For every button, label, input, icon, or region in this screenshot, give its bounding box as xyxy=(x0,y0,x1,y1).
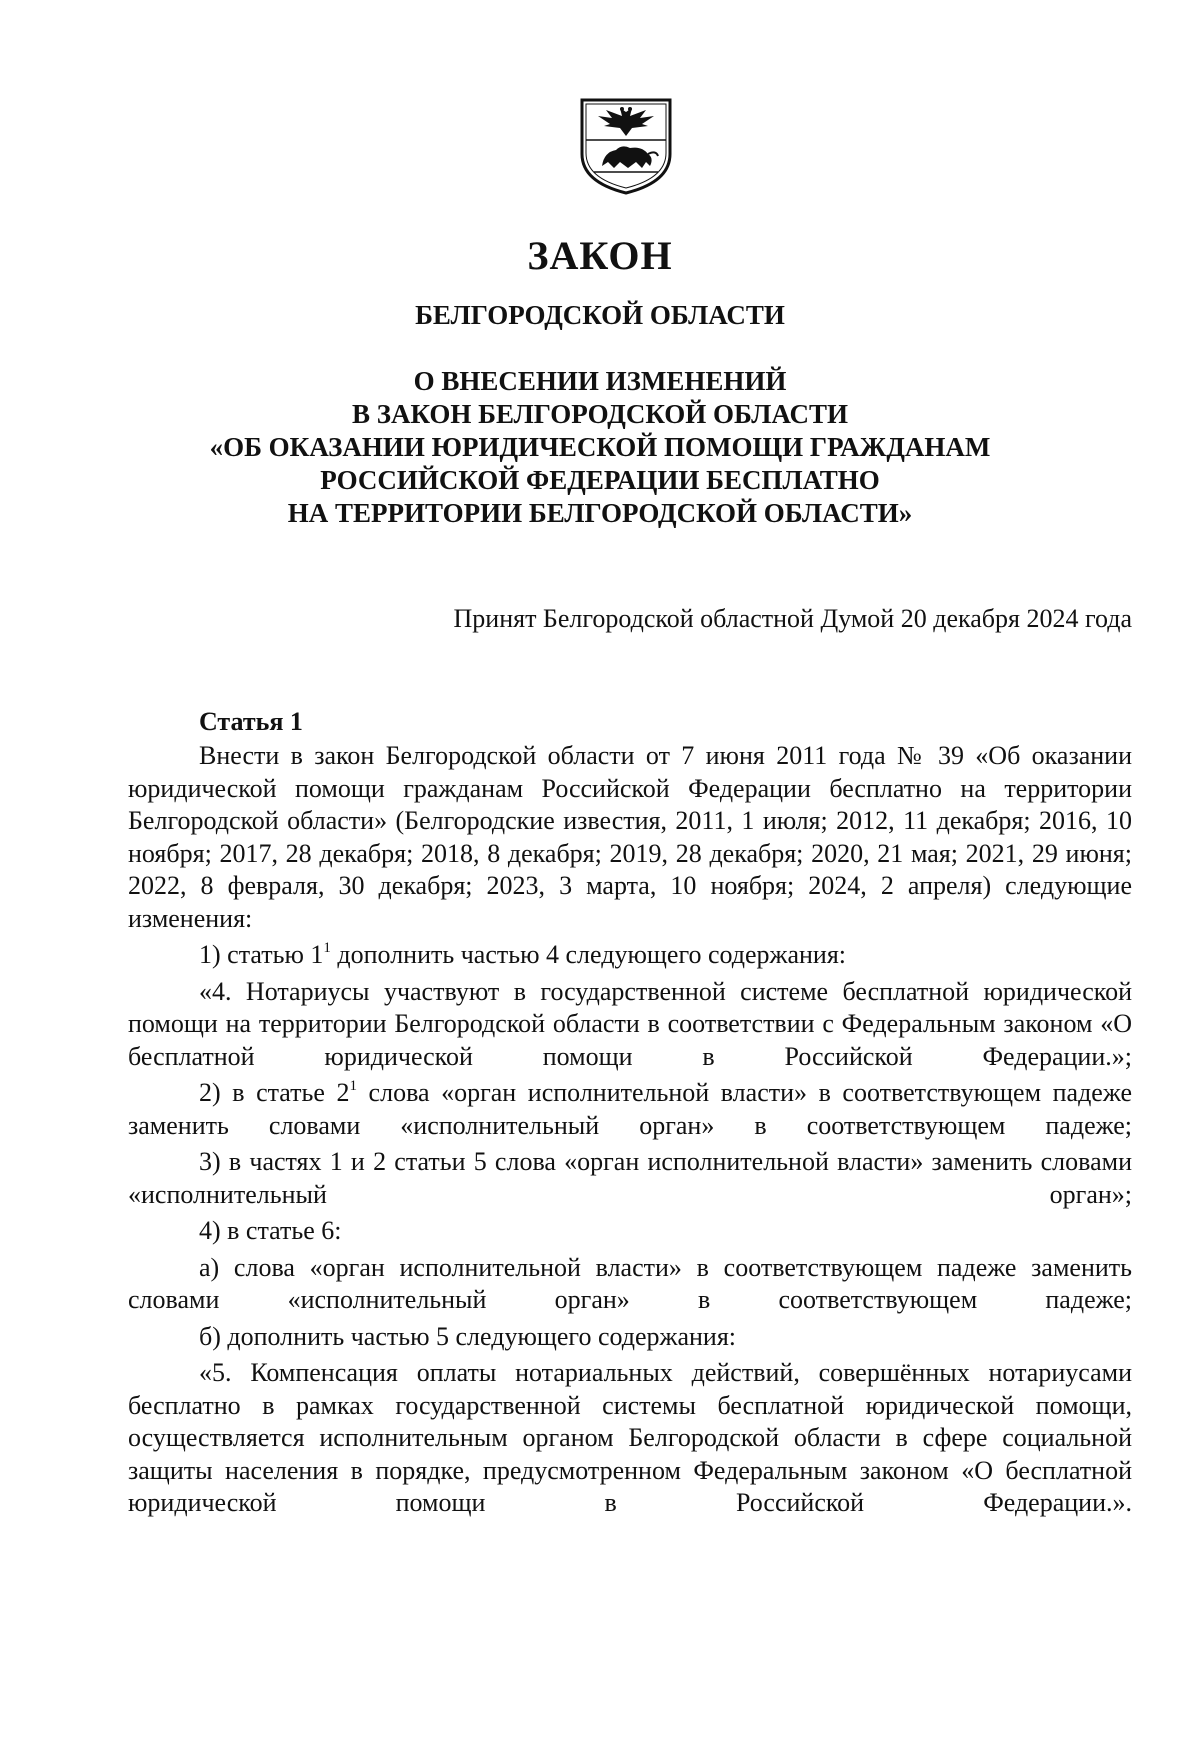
subject-line: В ЗАКОН БЕЛГОРОДСКОЙ ОБЛАСТИ xyxy=(352,399,848,429)
subject-line: НА ТЕРРИТОРИИ БЕЛГОРОДСКОЙ ОБЛАСТИ» xyxy=(287,498,913,528)
item-4b-quote: «5. Компенсация оплаты нотариальных действий, совершённых нотариусами бесплатно в рамках государственной системы бесплатной юридической помощи, осуществляется исполнительным органом Белгородской области в сфере социальной защиты населения в порядке, предусмотренном Федеральным законом «О бесплатной юридической помощи в Российской Федерации.». xyxy=(128,1358,1132,1517)
article-intro: Внести в закон Белгородской области от 7 июня 2011 года № 39 «Об оказании юридической помощи гражданам Российской Федерации бесплатно на территории Белгородской области» (Белгородские известия, 2011, 1 июля; 2012, 11 декабря; 2016, 10 ноября; 2017, 28 декабря; 2018, 8 декабря; 2019, 28 декабря; 2020, 21 мая; 2021, 29 июня; 2022, 8 февраля, 30 декабря; 2023, 3 марта, 10 ноября; 2024, 2 апреля) следующие изменения: xyxy=(128,741,1132,933)
article-heading: Статья 1 xyxy=(199,707,303,736)
item-4b: б) дополнить частью 5 следующего содержания: xyxy=(199,1321,737,1351)
item-4a: а) слова «орган исполнительной власти» в соответствующем падеже заменить словами «исполнительный орган» в соответствующем падеже; xyxy=(128,1252,1132,1314)
adoption-note: Принят Белгородской областной Думой 20 декабря 2024 года xyxy=(453,604,1132,633)
region-title: БЕЛГОРОДСКОЙ ОБЛАСТИ xyxy=(415,300,785,330)
item-4: 4) в статье 6: xyxy=(199,1216,342,1245)
article-1 xyxy=(128,706,1132,1524)
coat-of-arms-emblem xyxy=(576,96,676,196)
item-1: 1) статью $1^1$ дополнить частью 4 следующего содержания: xyxy=(199,940,847,969)
item-2: 2) в статье $2^1$ слова «орган исполнительной власти» в соответствующем падеже заменить словами «исполнительный орган» в соответствующем падеже; xyxy=(128,1078,1132,1140)
item-1-quote: «4. Нотариусы участвуют в государственной системе бесплатной юридической помощи на территории Белгородской области в соответствии с Федеральным законом «О бесплатной юридической помощи в Российской Федерации.»; xyxy=(128,976,1132,1071)
law-subject xyxy=(0,365,1200,530)
subject-line: РОССИЙСКОЙ ФЕДЕРАЦИИ БЕСПЛАТНО xyxy=(320,465,880,495)
item-3: 3) в частях 1 и 2 статьи 5 слова «орган исполнительной власти» заменить словами «исполнительный орган»; xyxy=(128,1147,1132,1209)
subject-line: О ВНЕСЕНИИ ИЗМЕНЕНИЙ xyxy=(413,366,787,396)
subject-line: «ОБ ОКАЗАНИИ ЮРИДИЧЕСКОЙ ПОМОЩИ ГРАЖДАНАМ xyxy=(209,432,991,462)
law-title: ЗАКОН xyxy=(527,233,673,278)
